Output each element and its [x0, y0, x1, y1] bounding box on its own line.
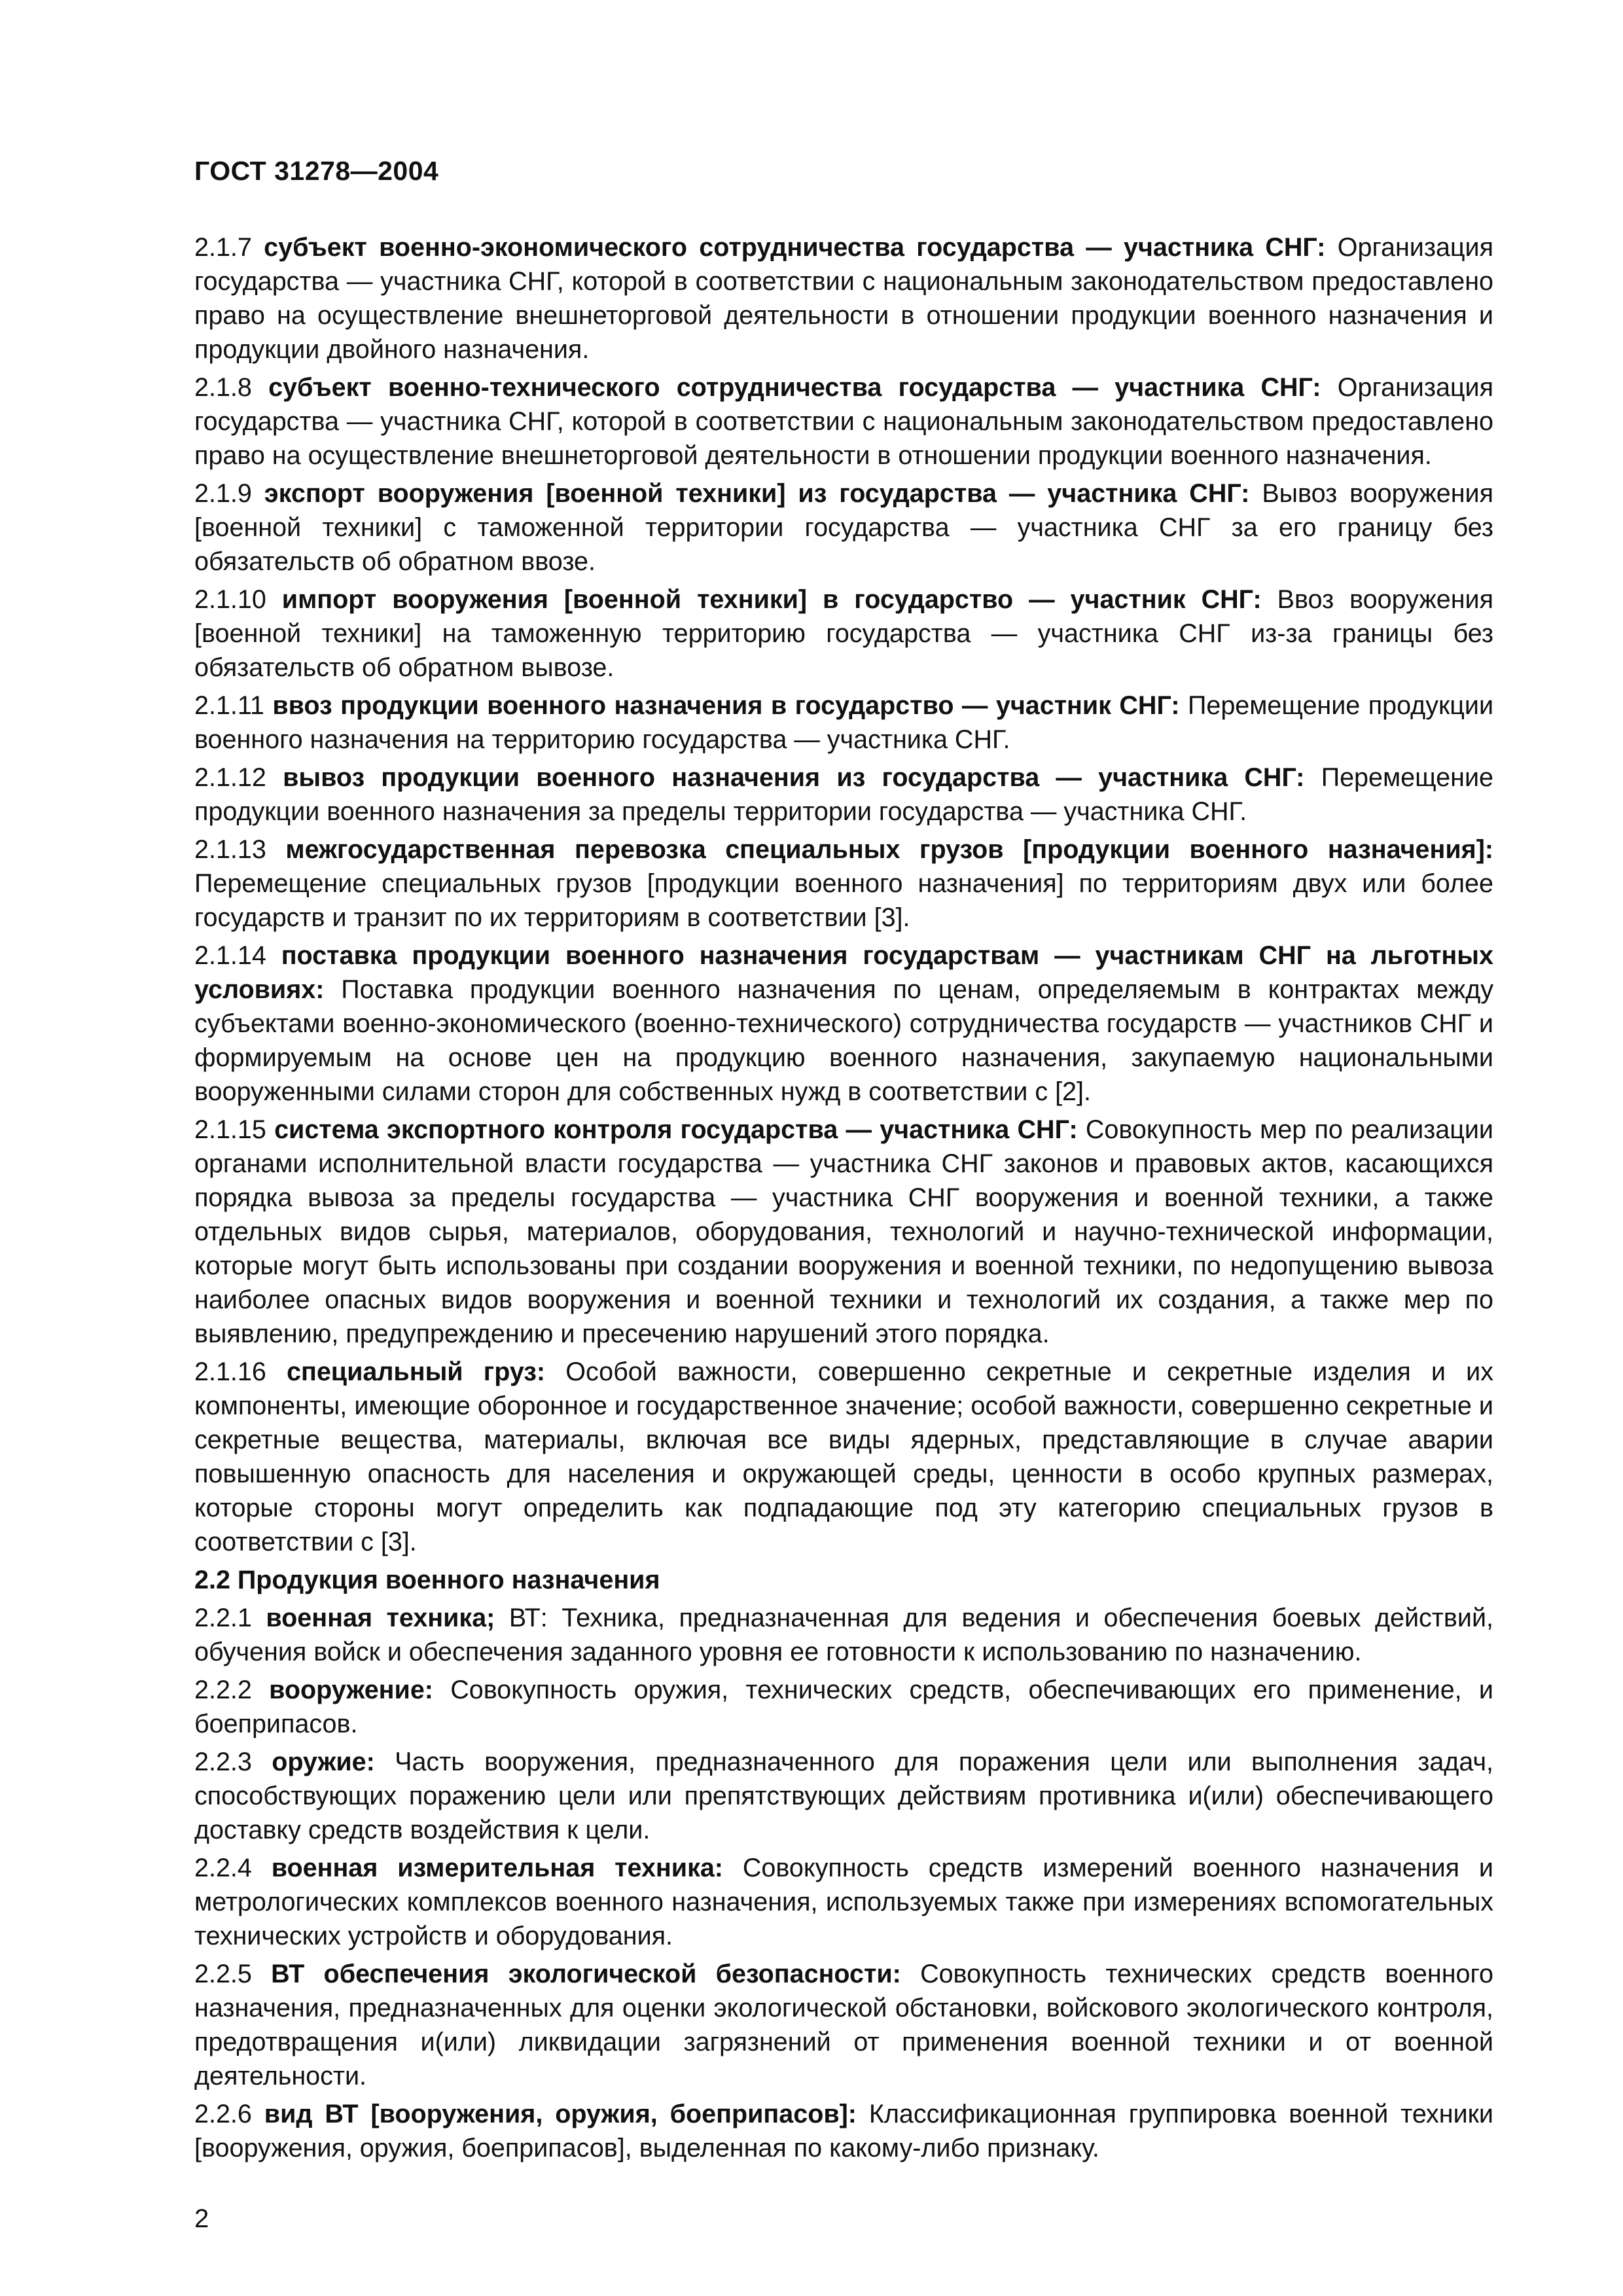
- clause-number: 2.1.8: [194, 373, 252, 402]
- document-body: [194, 230, 1493, 2169]
- term-definition: Перемещение специальных грузов [продукции военного назначения] по территориям двух или более государств и транзит по их территориям в соответствии [3].: [194, 869, 1493, 932]
- clause-number: 2.1.9: [194, 479, 252, 508]
- clause-number: 2.2.3: [194, 1748, 252, 1776]
- clause-number: 2.1.15: [194, 1115, 266, 1144]
- term-definition: Совокупность мер по реализации органами исполнительной власти государства — участника СНГ законов и правовых актов, касающихся порядка вывоза за пределы государства — участника СНГ вооружения и военной техники, а также отдельных видов сырья, материалов, оборудования, технологий и научно-технической информации, которые могут быть использованы при создании вооружения и военной техники, по недопущению вывоза наиболее опасных видов вооружения и военной техники и технологий их создания, а также мер по выявлению, предупреждению и пресечению нарушений этого порядка.: [194, 1115, 1493, 1348]
- term-title: вооружение:: [269, 1676, 433, 1704]
- term-definition: Особой важности, совершенно секретные и секретные изделия и их компоненты, имеющие оборонное и государственное значение; особой важности, совершенно секретные и секретные вещества, материалы, включая все виды ядерных, представляющие в случае аварии повышенную опасность для населения и окружающей среды, ценности в особо крупных размерах, которые стороны могут определить как подпадающие под эту категорию специальных грузов в соответствии с [3].: [194, 1357, 1493, 1556]
- term-definition: Классификационная группировка военной техники [вооружения, оружия, боеприпасов], выделенная по какому-либо признаку.: [194, 2100, 1493, 2162]
- clause-number: 2.1.11: [194, 691, 264, 720]
- paragraph-2-2-3: [194, 1745, 1493, 1847]
- paragraph-2-1-14: [194, 939, 1493, 1109]
- paragraph-2-1-15: [194, 1113, 1493, 1351]
- term-title: вывоз продукции военного назначения из государства — участника СНГ:: [283, 763, 1305, 792]
- term-title: оружие:: [272, 1748, 375, 1776]
- paragraph-2-2-5: [194, 1957, 1493, 2093]
- clause-number: 2.2.2: [194, 1676, 252, 1704]
- term-title: поставка продукции военного назначения государствам — участникам СНГ на льготных условиях:: [194, 941, 1493, 1004]
- term-title: экспорт вооружения [военной техники] из государства — участника СНГ:: [264, 479, 1250, 508]
- section-title-2-2: 2.2 Продукция военного назначения: [194, 1566, 660, 1594]
- clause-number: 2.1.7: [194, 233, 252, 262]
- term-definition: Организация государства — участника СНГ, которой в соответствии с национальным законодательством предоставлено право на осуществление внешнеторговой деятельности в отношении продукции военного назначения и продукции двойного назначения.: [194, 233, 1493, 364]
- paragraph-2-1-16: [194, 1355, 1493, 1559]
- clause-number: 2.1.10: [194, 585, 266, 614]
- term-definition: Поставка продукции военного назначения по ценам, определяемым в контрактах между субъектами военно-экономического (военно-технического) сотрудничества государств — участников СНГ и формируемым на основе цен на продукцию военного назначения, закупаемую национальными вооруженными силами сторон для собственных нужд в соответствии с [2].: [194, 975, 1493, 1106]
- paragraph-2-1-8: [194, 370, 1493, 473]
- paragraph-2-2-4: [194, 1851, 1493, 1953]
- term-title: вид ВТ [вооружения, оружия, боеприпасов]:: [264, 2100, 857, 2128]
- term-title: субъект военно-технического сотрудничества государства — участника СНГ:: [268, 373, 1321, 402]
- term-title: ВТ обеспечения экологической безопасности:: [271, 1960, 901, 1988]
- clause-number: 2.1.14: [194, 941, 266, 970]
- term-title: межгосударственная перевозка специальных грузов [продукции военного назначения]:: [285, 835, 1494, 864]
- term-title: импорт вооружения [военной техники] в государство — участник СНГ:: [281, 585, 1262, 614]
- clause-number: 2.1.16: [194, 1357, 266, 1386]
- term-title: военная измерительная техника:: [271, 1854, 723, 1882]
- term-definition: Вывоз вооружения [военной техники] с таможенной территории государства — участника СНГ за его границу без обязательств об обратном ввозе.: [194, 479, 1494, 576]
- paragraph-2-2-2: [194, 1673, 1493, 1741]
- term-definition: Совокупность технических средств военного назначения, предназначенных для оценки экологической обстановки, войскового экологического контроля, предотвращения и(или) ликвидации загрязнений от применения военной техники и от военной деятельности.: [194, 1960, 1493, 2090]
- term-title: субъект военно-экономического сотрудничества государства — участника СНГ:: [264, 233, 1326, 262]
- paragraph-2-1-13: [194, 833, 1493, 935]
- term-definition: Ввоз вооружения [военной техники] на таможенную территорию государства — участника СНГ из-за границы без обязательств об обратном вывозе.: [194, 585, 1493, 682]
- paragraph-2-1-9: [194, 476, 1493, 579]
- term-definition: Часть вооружения, предназначенного для поражения цели или выполнения задач, способствующих поражению цели или препятствующих действиям противника и(или) обеспечивающего доставку средств воздействия к цели.: [194, 1748, 1494, 1844]
- clause-number: 2.1.12: [194, 763, 266, 792]
- term-definition: Совокупность средств измерений военного назначения и метрологических комплексов военного назначения, используемых также при измерениях вспомогательных технических устройств и оборудования.: [194, 1854, 1493, 1950]
- term-definition: Совокупность оружия, технических средств, обеспечивающих его применение, и боеприпасов.: [194, 1676, 1493, 1738]
- term-title: ввоз продукции военного назначения в государство — участник СНГ:: [272, 691, 1180, 720]
- term-definition: Организация государства — участника СНГ, которой в соответствии с национальным законодательством предоставлено право на осуществление внешнеторговой деятельности в отношении продукции военного назначения.: [194, 373, 1493, 470]
- paragraph-2-1-7: [194, 230, 1493, 367]
- clause-number: 2.2.6: [194, 2100, 252, 2128]
- clause-number: 2.1.13: [194, 835, 266, 864]
- paragraph-2-2-1: [194, 1601, 1493, 1669]
- page-number: 2: [194, 2204, 209, 2233]
- clause-number: 2.2.4: [194, 1854, 252, 1882]
- paragraph-2-2-6: [194, 2097, 1493, 2165]
- term-title: военная техника;: [266, 1604, 495, 1632]
- paragraph-2-1-10: [194, 583, 1493, 685]
- paragraph-2-1-11: [194, 689, 1493, 757]
- term-definition: Перемещение продукции военного назначения на территорию государства — участника СНГ.: [194, 691, 1494, 754]
- paragraph-2-1-12: [194, 761, 1493, 829]
- clause-number: 2.2.5: [194, 1960, 252, 1988]
- term-title: система экспортного контроля государства — участника СНГ:: [274, 1115, 1078, 1144]
- document-header: ГОСТ 31278—2004: [194, 156, 439, 186]
- term-definition: Перемещение продукции военного назначения за пределы территории государства — участника СНГ.: [194, 763, 1493, 826]
- term-definition: ВТ: Техника, предназначенная для ведения и обеспечения боевых действий, обучения войск и обеспечения заданного уровня ее готовности к использованию по назначению.: [194, 1604, 1493, 1666]
- term-title: специальный груз:: [287, 1357, 546, 1386]
- clause-number: 2.2.1: [194, 1604, 252, 1632]
